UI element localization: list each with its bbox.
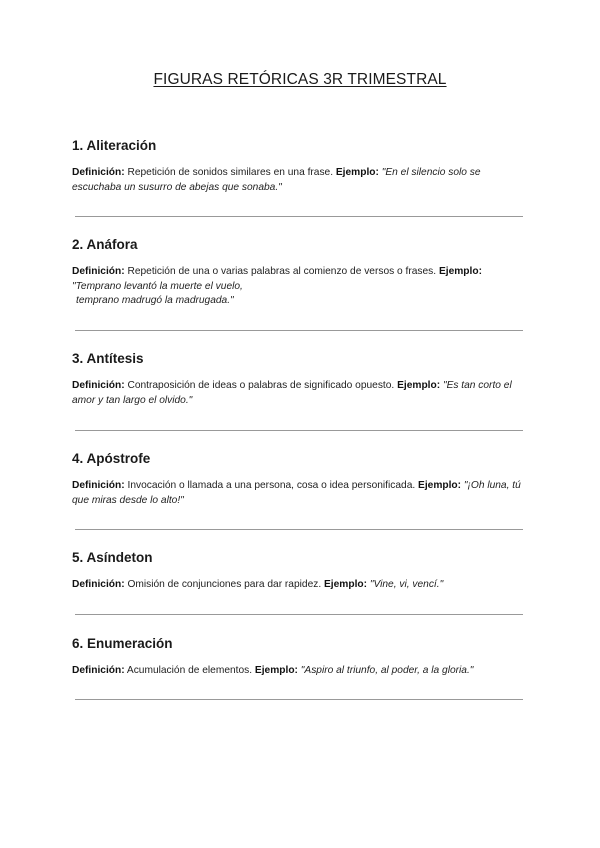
definition-label: Definición:: [72, 380, 125, 391]
section-heading: 5. Asíndeton: [72, 550, 153, 565]
definition-label: Definición:: [72, 579, 125, 590]
definition-label: Definición:: [72, 266, 125, 277]
example-label: Ejemplo:: [254, 665, 298, 676]
example-text: "Es tan corto el amor y tan largo el olvido.": [72, 380, 512, 406]
definition-label: Definición:: [72, 665, 125, 676]
example-text: "¡Oh luna, tú que miras desde lo alto!": [72, 480, 521, 506]
section-divider: [75, 529, 523, 530]
example-label: Ejemplo:: [335, 167, 379, 178]
example-label: Ejemplo:: [397, 380, 441, 391]
example-label: Ejemplo:: [418, 480, 462, 491]
section-divider: [75, 216, 523, 217]
section-heading: 4. Apóstrofe: [72, 451, 151, 466]
section-divider: [75, 614, 523, 615]
section-divider: [75, 330, 523, 331]
section-heading: 1. Aliteración: [72, 138, 157, 153]
definition-text: Repetición de una o varias palabras al comienzo de versos o frases.: [127, 266, 437, 277]
section-divider: [75, 699, 523, 700]
example-label: Ejemplo:: [324, 579, 368, 590]
section-enumeracion: [72, 636, 524, 679]
definition-text: Contraposición de ideas o palabras de significado opuesto.: [127, 380, 395, 391]
example-label: Ejemplo:: [438, 266, 482, 277]
section-heading: 3. Antítesis: [72, 351, 144, 366]
section-heading: 2. Anáfora: [72, 237, 138, 252]
definition-paragraph: [72, 664, 524, 679]
definition-paragraph: [72, 166, 524, 195]
example-text-line-1: "Temprano levantó la muerte el vuelo,: [72, 280, 243, 292]
section-aliteracion: [72, 138, 524, 195]
section-divider: [75, 430, 523, 431]
definition-paragraph: [72, 479, 524, 508]
section-anafora: [72, 237, 524, 309]
definition-paragraph: [72, 578, 524, 593]
definition-text: Omisión de conjunciones para dar rapidez.: [127, 579, 322, 590]
section-antitesis: [72, 351, 524, 408]
page-title: FIGURAS RETÓRICAS 3R TRIMESTRAL: [153, 71, 447, 88]
example-text: "Aspiro al triunfo, al poder, a la gloria.": [300, 665, 474, 676]
definition-label: Definición:: [72, 167, 125, 178]
definition-text: Acumulación de elementos.: [126, 665, 253, 676]
section-heading: 6. Enumeración: [72, 636, 173, 651]
section-apostrofe: [72, 451, 524, 508]
example-text-line-2: temprano madrugó la madrugada.": [76, 295, 234, 306]
definition-text: Repetición de sonidos similares en una frase.: [127, 167, 334, 178]
definition-paragraph: [72, 379, 524, 408]
example-text: "En el silencio solo se escuchaba un susurro de abejas que sonaba.": [72, 167, 481, 193]
example-text: "Vine, vi, vencí.": [369, 579, 444, 590]
definition-text: Invocación o llamada a una persona, cosa o idea personificada.: [127, 480, 416, 491]
definition-label: Definición:: [72, 480, 125, 491]
section-asindeton: [72, 550, 524, 593]
definition-paragraph: [72, 265, 524, 309]
